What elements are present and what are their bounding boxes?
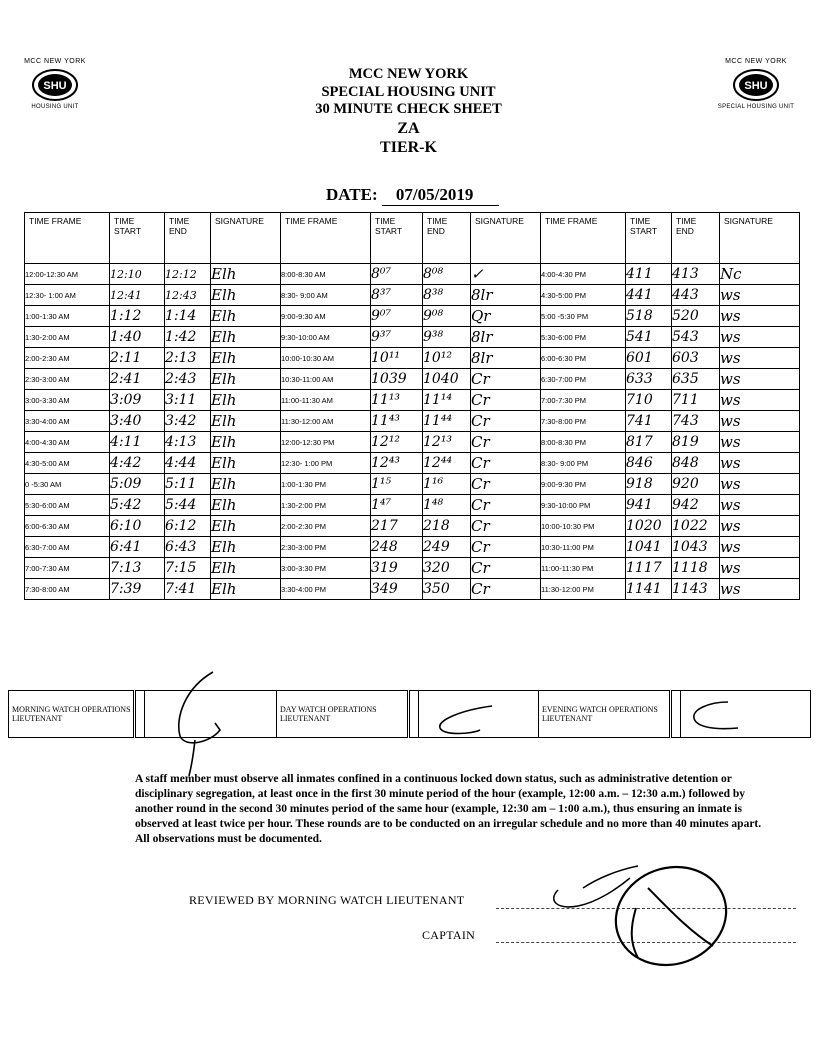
time-entry-cell[interactable]: 1117 xyxy=(626,558,672,579)
time-frame-cell: 3:30-4:00 PM xyxy=(281,579,371,600)
time-frame-cell: 4:30-5:00 AM xyxy=(25,453,110,474)
time-entry-cell[interactable]: 601 xyxy=(626,348,672,369)
time-frame-cell: 7:30-8:00 PM xyxy=(541,411,626,432)
signature-cell[interactable]: ws xyxy=(720,537,800,558)
time-entry-cell[interactable]: 1¹⁶ xyxy=(423,474,471,495)
time-entry-cell[interactable]: 1020 xyxy=(626,516,672,537)
time-entry-cell[interactable]: 1143 xyxy=(672,579,720,600)
time-frame-cell: 8:00-8:30 PM xyxy=(541,432,626,453)
time-entry-cell[interactable]: 942 xyxy=(672,495,720,516)
signature-cell[interactable]: ws xyxy=(720,285,800,306)
time-frame-cell: 7:00-7:30 PM xyxy=(541,390,626,411)
time-entry-cell[interactable]: 12:43 xyxy=(165,285,211,306)
time-frame-cell: 12:30- 1:00 AM xyxy=(25,285,110,306)
signature-cell[interactable]: 8lr xyxy=(471,348,541,369)
time-frame-cell: 3:00-3:30 AM xyxy=(25,390,110,411)
time-entry-cell[interactable]: 218 xyxy=(423,516,471,537)
time-entry-cell[interactable]: 3:11 xyxy=(165,390,211,411)
time-frame-cell: 12:30- 1:00 PM xyxy=(281,453,371,474)
logo-left-badge: SHU xyxy=(43,80,67,92)
table-row xyxy=(25,264,800,285)
time-entry-cell[interactable]: 817 xyxy=(626,432,672,453)
time-entry-cell[interactable]: 12:12 xyxy=(165,264,211,285)
table-row xyxy=(25,432,800,453)
morning-watch-label: MORNING WATCH OPERATIONS LIEUTENANT xyxy=(9,691,135,738)
header-line4: ZA xyxy=(397,119,420,137)
time-entry-cell[interactable]: 8³⁷ xyxy=(371,285,423,306)
signature-cell[interactable]: ws xyxy=(720,411,800,432)
signature-cell[interactable]: ✓ xyxy=(471,264,541,285)
time-frame-cell: 4:00-4:30 PM xyxy=(541,264,626,285)
signature-cell[interactable]: ws xyxy=(720,369,800,390)
column-header: TIME START xyxy=(371,213,423,264)
time-frame-cell: 6:00-6:30 PM xyxy=(541,348,626,369)
signature-cell[interactable]: ws xyxy=(720,432,800,453)
time-entry-cell[interactable]: 6:43 xyxy=(165,537,211,558)
time-frame-cell: 11:00-11:30 PM xyxy=(541,558,626,579)
time-frame-cell: 5:30-6:00 AM xyxy=(25,495,110,516)
signature-cell[interactable]: ws xyxy=(720,306,800,327)
signature-cell[interactable]: ws xyxy=(720,495,800,516)
evening-watch-label: EVENING WATCH OPERATIONS LIEUTENANT xyxy=(539,691,671,738)
time-frame-cell: 12:00-12:30 AM xyxy=(25,264,110,285)
time-entry-cell[interactable]: 217 xyxy=(371,516,423,537)
time-entry-cell[interactable]: 9⁰⁷ xyxy=(371,306,423,327)
signature-cell[interactable]: Cr xyxy=(471,495,541,516)
time-entry-cell[interactable]: 743 xyxy=(672,411,720,432)
time-entry-cell[interactable]: 518 xyxy=(626,306,672,327)
sheet-header xyxy=(0,66,817,157)
table-row xyxy=(25,369,800,390)
time-frame-cell: 3:30-4:00 AM xyxy=(25,411,110,432)
time-frame-cell: 1:00-1:30 PM xyxy=(281,474,371,495)
time-frame-cell: 7:00-7:30 AM xyxy=(25,558,110,579)
time-entry-cell[interactable]: 2:43 xyxy=(165,369,211,390)
time-entry-cell[interactable]: 11⁴⁴ xyxy=(423,411,471,432)
time-entry-cell[interactable]: 5:42 xyxy=(110,495,165,516)
logo-right-bottom-text: SPECIAL HOUSING UNIT xyxy=(717,104,795,110)
time-entry-cell[interactable]: 10¹¹ xyxy=(371,348,423,369)
time-entry-cell[interactable]: 4:44 xyxy=(165,453,211,474)
signature-cell[interactable]: Cr xyxy=(471,453,541,474)
time-entry-cell[interactable]: 1:40 xyxy=(110,327,165,348)
table-row xyxy=(25,348,800,369)
time-entry-cell[interactable]: 411 xyxy=(626,264,672,285)
time-entry-cell[interactable]: 920 xyxy=(672,474,720,495)
time-entry-cell[interactable]: 941 xyxy=(626,495,672,516)
time-entry-cell[interactable]: 12¹² xyxy=(371,432,423,453)
time-entry-cell[interactable]: 846 xyxy=(626,453,672,474)
time-entry-cell[interactable]: 11⁴³ xyxy=(371,411,423,432)
morning-signature-scribble xyxy=(155,668,235,778)
table-row xyxy=(25,453,800,474)
time-frame-cell: 1:30-2:00 PM xyxy=(281,495,371,516)
signature-cell[interactable]: Elh xyxy=(211,579,281,600)
time-frame-cell: 10:30-11:00 AM xyxy=(281,369,371,390)
time-entry-cell[interactable]: 1:12 xyxy=(110,306,165,327)
date-line xyxy=(326,185,499,206)
time-entry-cell[interactable]: 6:10 xyxy=(110,516,165,537)
time-entry-cell[interactable]: 319 xyxy=(371,558,423,579)
time-frame-cell: 9:00-9:30 AM xyxy=(281,306,371,327)
date-label: DATE: xyxy=(326,185,378,204)
signature-cell[interactable]: Elh xyxy=(211,327,281,348)
time-entry-cell[interactable]: 12⁴³ xyxy=(371,453,423,474)
signature-cell[interactable]: ws xyxy=(720,327,800,348)
column-header: TIME FRAME xyxy=(541,213,626,264)
time-entry-cell[interactable]: 603 xyxy=(672,348,720,369)
table-row xyxy=(25,579,800,600)
date-value[interactable]: 07/05/2019 xyxy=(382,185,499,206)
time-frame-cell: 11:00-11:30 AM xyxy=(281,390,371,411)
column-header: TIME START xyxy=(110,213,165,264)
signature-cell[interactable]: Qr xyxy=(471,306,541,327)
signature-cell[interactable]: ws xyxy=(720,348,800,369)
column-header: TIME END xyxy=(165,213,211,264)
time-entry-cell[interactable]: 635 xyxy=(672,369,720,390)
time-entry-cell[interactable]: 320 xyxy=(423,558,471,579)
time-entry-cell[interactable]: 12:10 xyxy=(110,264,165,285)
signature-cell[interactable]: Elh xyxy=(211,453,281,474)
captain-label: CAPTAIN xyxy=(422,928,476,942)
time-frame-cell: 6:00-6:30 AM xyxy=(25,516,110,537)
time-entry-cell[interactable]: 8³⁸ xyxy=(423,285,471,306)
time-entry-cell[interactable]: 848 xyxy=(672,453,720,474)
time-frame-cell: 2:00-2:30 PM xyxy=(281,516,371,537)
time-entry-cell[interactable]: 1022 xyxy=(672,516,720,537)
time-entry-cell[interactable]: 413 xyxy=(672,264,720,285)
time-entry-cell[interactable]: 7:13 xyxy=(110,558,165,579)
table-row xyxy=(25,306,800,327)
signature-cell[interactable]: ws xyxy=(720,474,800,495)
time-frame-cell: 11:30-12:00 AM xyxy=(281,411,371,432)
time-entry-cell[interactable]: 1043 xyxy=(672,537,720,558)
time-entry-cell[interactable]: 2:41 xyxy=(110,369,165,390)
table-row xyxy=(25,390,800,411)
signature-cell[interactable]: ws xyxy=(720,390,800,411)
time-entry-cell[interactable]: 7:39 xyxy=(110,579,165,600)
signature-cell[interactable]: Cr xyxy=(471,537,541,558)
time-frame-cell: 4:00-4:30 AM xyxy=(25,432,110,453)
table-row xyxy=(25,474,800,495)
signature-cell[interactable]: Elh xyxy=(211,495,281,516)
signature-cell[interactable]: ws xyxy=(720,453,800,474)
time-entry-cell[interactable]: 6:12 xyxy=(165,516,211,537)
time-entry-cell[interactable]: 248 xyxy=(371,537,423,558)
time-entry-cell[interactable]: 633 xyxy=(626,369,672,390)
logo-right-top-text: MCC NEW YORK xyxy=(725,58,787,65)
time-frame-cell: 9:30-10:00 PM xyxy=(541,495,626,516)
logo-left-bottom-text: HOUSING UNIT xyxy=(31,104,79,110)
time-entry-cell[interactable]: 7:41 xyxy=(165,579,211,600)
table-row xyxy=(25,495,800,516)
time-entry-cell[interactable]: 1039 xyxy=(371,369,423,390)
table-row xyxy=(25,558,800,579)
time-entry-cell[interactable]: 5:44 xyxy=(165,495,211,516)
time-entry-cell[interactable]: 1141 xyxy=(626,579,672,600)
time-frame-cell: 11:30-12:00 PM xyxy=(541,579,626,600)
signature-cell[interactable]: Cr xyxy=(471,411,541,432)
time-entry-cell[interactable]: 349 xyxy=(371,579,423,600)
signature-cell[interactable]: 8lr xyxy=(471,327,541,348)
signature-cell[interactable]: Cr xyxy=(471,390,541,411)
signature-cell[interactable]: Elh xyxy=(211,474,281,495)
time-entry-cell[interactable]: 11¹⁴ xyxy=(423,390,471,411)
time-frame-cell: 6:30-7:00 PM xyxy=(541,369,626,390)
time-entry-cell[interactable]: 1:14 xyxy=(165,306,211,327)
signature-cell[interactable]: Elh xyxy=(211,369,281,390)
time-entry-cell[interactable]: 4:11 xyxy=(110,432,165,453)
column-header: SIGNATURE xyxy=(471,213,541,264)
day-watch-label: DAY WATCH OPERATIONS LIEUTENANT xyxy=(277,691,409,738)
logo-left-top-text: MCC NEW YORK xyxy=(24,58,86,65)
table-body xyxy=(25,264,800,600)
rounds-notice: A staff member must observe all inmates confined in a continuous locked down status, such as administrative detention or disciplinary segregation, at least once in the first 30 minute period of the hour (example, 12:00 a.m. – 12:30 a.m.) followed by another round in the second 30 minutes period of the same hour (example, 12:30 am – 1:00 a.m.), thus ensuring an inmate is observed at least twice per hour. These rounds are to be conducted on an irregular schedule and no more than 40 minutes apart. All observations must be documented. xyxy=(135,773,762,845)
time-entry-cell[interactable]: 2:11 xyxy=(110,348,165,369)
time-entry-cell[interactable]: 918 xyxy=(626,474,672,495)
time-entry-cell[interactable]: 711 xyxy=(672,390,720,411)
time-frame-cell: 7:30-8:00 AM xyxy=(25,579,110,600)
time-entry-cell[interactable]: 10¹² xyxy=(423,348,471,369)
signature-cell[interactable]: Elh xyxy=(211,537,281,558)
time-entry-cell[interactable]: 4:42 xyxy=(110,453,165,474)
column-header: SIGNATURE xyxy=(720,213,800,264)
day-signature-scribble xyxy=(432,700,502,740)
time-entry-cell[interactable]: 441 xyxy=(626,285,672,306)
time-frame-cell: 10:00-10:30 PM xyxy=(541,516,626,537)
signature-cell[interactable]: ws xyxy=(720,579,800,600)
time-entry-cell[interactable]: 11¹³ xyxy=(371,390,423,411)
check-log-table xyxy=(24,212,800,600)
column-header: TIME END xyxy=(423,213,471,264)
time-entry-cell[interactable]: 8⁰⁷ xyxy=(371,264,423,285)
time-entry-cell[interactable]: 7:15 xyxy=(165,558,211,579)
time-entry-cell[interactable]: 543 xyxy=(672,327,720,348)
time-entry-cell[interactable]: 350 xyxy=(423,579,471,600)
table-row xyxy=(25,285,800,306)
signature-cell[interactable]: Elh xyxy=(211,306,281,327)
time-frame-cell: 0 -5:30 AM xyxy=(25,474,110,495)
time-entry-cell[interactable]: 12:41 xyxy=(110,285,165,306)
time-entry-cell[interactable]: 5:11 xyxy=(165,474,211,495)
time-entry-cell[interactable]: 9⁰⁸ xyxy=(423,306,471,327)
time-entry-cell[interactable]: 520 xyxy=(672,306,720,327)
time-frame-cell: 2:00-2:30 AM xyxy=(25,348,110,369)
time-entry-cell[interactable]: 1040 xyxy=(423,369,471,390)
time-entry-cell[interactable]: 3:42 xyxy=(165,411,211,432)
column-header: TIME START xyxy=(626,213,672,264)
time-entry-cell[interactable]: 819 xyxy=(672,432,720,453)
time-frame-cell: 12:00-12:30 PM xyxy=(281,432,371,453)
time-entry-cell[interactable]: 3:40 xyxy=(110,411,165,432)
signature-cell[interactable]: ws xyxy=(720,516,800,537)
time-frame-cell: 10:30-11:00 PM xyxy=(541,537,626,558)
time-entry-cell[interactable]: 1⁴⁸ xyxy=(423,495,471,516)
signature-cell[interactable]: Cr xyxy=(471,432,541,453)
table-row xyxy=(25,327,800,348)
time-entry-cell[interactable]: 1041 xyxy=(626,537,672,558)
time-entry-cell[interactable]: 741 xyxy=(626,411,672,432)
time-frame-cell: 10:00-10:30 AM xyxy=(281,348,371,369)
column-header: TIME FRAME xyxy=(281,213,371,264)
time-entry-cell[interactable]: 12⁴⁴ xyxy=(423,453,471,474)
header-line1: MCC NEW YORK xyxy=(348,66,469,82)
time-frame-cell: 9:00-9:30 PM xyxy=(541,474,626,495)
header-line2: SPECIAL HOUSING UNIT xyxy=(321,83,496,100)
time-entry-cell[interactable]: 5:09 xyxy=(110,474,165,495)
time-entry-cell[interactable]: 249 xyxy=(423,537,471,558)
header-line3: 30 MINUTE CHECK SHEET xyxy=(315,101,502,117)
signature-cell[interactable]: Elh xyxy=(211,390,281,411)
table-row xyxy=(25,537,800,558)
time-frame-cell: 5:30-6:00 PM xyxy=(541,327,626,348)
time-entry-cell[interactable]: 4:13 xyxy=(165,432,211,453)
time-entry-cell[interactable]: 541 xyxy=(626,327,672,348)
evening-signature-scribble xyxy=(688,698,748,738)
time-entry-cell[interactable]: 1:42 xyxy=(165,327,211,348)
time-frame-cell: 9:30-10:00 AM xyxy=(281,327,371,348)
time-entry-cell[interactable]: 6:41 xyxy=(110,537,165,558)
header-line5: TIER-K xyxy=(380,138,437,156)
signature-cell[interactable]: ws xyxy=(720,558,800,579)
time-frame-cell: 2:30-3:00 AM xyxy=(25,369,110,390)
time-frame-cell: 6:30-7:00 AM xyxy=(25,537,110,558)
column-header: TIME FRAME xyxy=(25,213,110,264)
signature-cell[interactable]: 8lr xyxy=(471,285,541,306)
time-frame-cell: 5:00 -5:30 PM xyxy=(541,306,626,327)
reviewer-signature-scribble xyxy=(538,848,738,968)
table-header-row xyxy=(25,213,800,264)
time-frame-cell: 2:30-3:00 PM xyxy=(281,537,371,558)
reviewed-label: REVIEWED BY MORNING WATCH LIEUTENANT xyxy=(189,893,465,907)
signature-cell[interactable]: Cr xyxy=(471,558,541,579)
signature-cell[interactable]: Elh xyxy=(211,264,281,285)
time-frame-cell: 1:30-2:00 AM xyxy=(25,327,110,348)
signature-cell[interactable]: Cr xyxy=(471,579,541,600)
table-row xyxy=(25,411,800,432)
time-frame-cell: 3:00-3:30 PM xyxy=(281,558,371,579)
time-entry-cell[interactable]: 8⁰⁸ xyxy=(423,264,471,285)
signature-cell[interactable]: Cr xyxy=(471,516,541,537)
time-entry-cell[interactable]: 1118 xyxy=(672,558,720,579)
time-entry-cell[interactable]: 1⁴⁷ xyxy=(371,495,423,516)
signature-cell[interactable]: Elh xyxy=(211,348,281,369)
signature-cell[interactable]: Cr xyxy=(471,474,541,495)
time-frame-cell: 8:00-8:30 AM xyxy=(281,264,371,285)
time-frame-cell: 8:30- 9:00 AM xyxy=(281,285,371,306)
time-entry-cell[interactable]: 12¹³ xyxy=(423,432,471,453)
signature-cell[interactable]: Elh xyxy=(211,558,281,579)
time-entry-cell[interactable]: 3:09 xyxy=(110,390,165,411)
column-header: TIME END xyxy=(672,213,720,264)
time-frame-cell: 1:00-1:30 AM xyxy=(25,306,110,327)
time-entry-cell[interactable]: 710 xyxy=(626,390,672,411)
time-entry-cell[interactable]: 9³⁸ xyxy=(423,327,471,348)
table-row xyxy=(25,516,800,537)
time-entry-cell[interactable]: 1¹⁵ xyxy=(371,474,423,495)
time-frame-cell: 4:30-5:00 PM xyxy=(541,285,626,306)
signature-cell[interactable]: Elh xyxy=(211,285,281,306)
column-header: SIGNATURE xyxy=(211,213,281,264)
signature-cell[interactable]: Nc xyxy=(720,264,800,285)
signature-cell[interactable]: Cr xyxy=(471,369,541,390)
signature-cell[interactable]: Elh xyxy=(211,432,281,453)
signature-cell[interactable]: Elh xyxy=(211,411,281,432)
time-frame-cell: 8:30- 9:00 PM xyxy=(541,453,626,474)
time-entry-cell[interactable]: 2:13 xyxy=(165,348,211,369)
time-entry-cell[interactable]: 443 xyxy=(672,285,720,306)
logo-right-badge: SHU xyxy=(744,80,768,92)
time-entry-cell[interactable]: 9³⁷ xyxy=(371,327,423,348)
signature-cell[interactable]: Elh xyxy=(211,516,281,537)
